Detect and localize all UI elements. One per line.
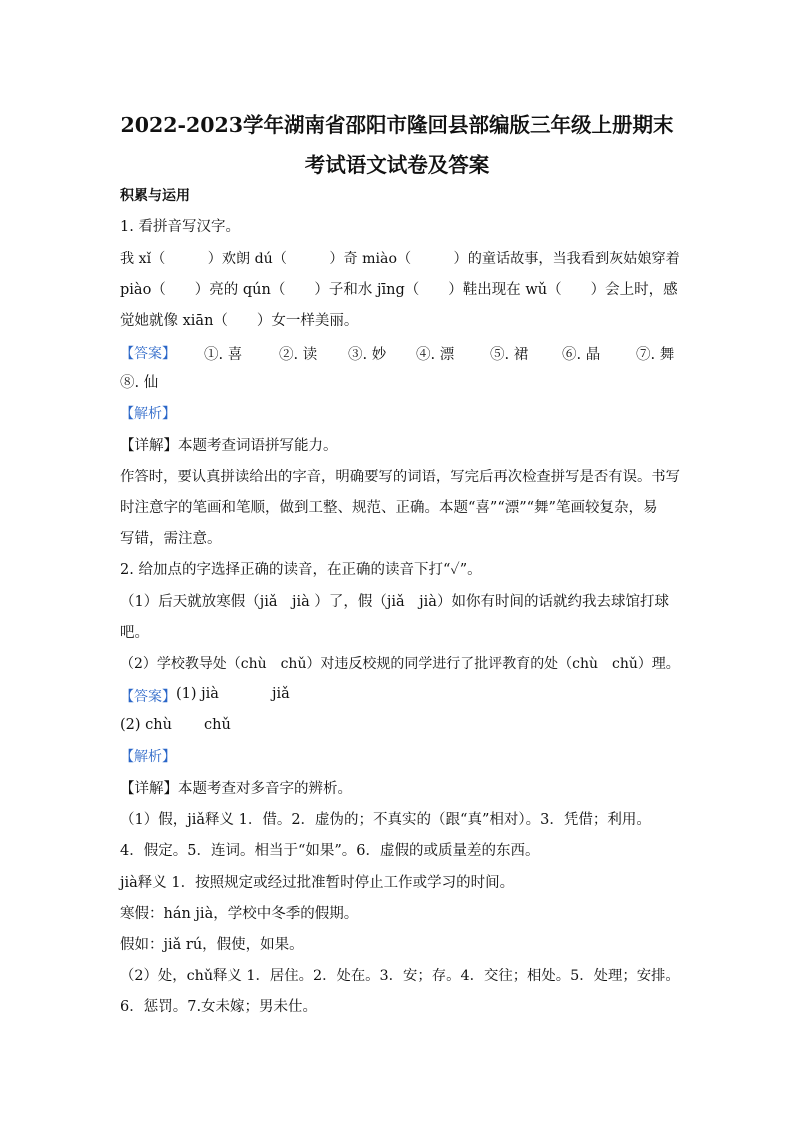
q2-explain-line-5: 假如：jiǎ rú，假使，如果。 <box>120 937 304 953</box>
q1-detail <box>120 437 338 455</box>
q2-answer-2-first: (2) chù <box>120 717 172 733</box>
q2-detail <box>120 780 352 798</box>
q2-answer-1-second: jiǎ <box>272 686 290 702</box>
q2-detail-label: 【详解】 <box>120 781 178 797</box>
q1-answer-label: 【答案】 <box>120 346 176 362</box>
q1-answer-2: ②. 读 <box>279 347 318 363</box>
q1-answer-5: ⑤. 裙 <box>490 347 529 363</box>
q1-answer-4: ④. 漂 <box>416 347 455 363</box>
q1-answer-row <box>120 343 680 361</box>
q1-text-line-3: 觉她就像 xiān（ ）女一样美丽。 <box>120 313 359 329</box>
q2-item-1-line-1: （1）后天就放寒假（jiǎ jià ）了，假（jiǎ jià）如你有时间的话就约我去球馆打球 <box>120 594 669 610</box>
q2-analysis-label: 【解析】 <box>120 749 176 765</box>
q2-explain-line-4: 寒假：hán jià，学校中冬季的假期。 <box>120 906 359 922</box>
q1-detail-label: 【详解】 <box>120 438 178 454</box>
q2-item-1-line-2: 吧。 <box>120 625 149 641</box>
section-heading: 积累与运用 <box>120 188 190 204</box>
q1-detail-text: 本题考查词语拼写能力。 <box>178 438 338 454</box>
q1-analysis-label: 【解析】 <box>120 406 176 422</box>
q2-answer-1-first: (1) jià <box>176 686 219 702</box>
q1-explain-line-3: 写错，需注意。 <box>120 531 222 547</box>
q2-stem: 2. 给加点的字选择正确的读音，在正确的读音下打“✓”。 <box>120 562 482 578</box>
q1-answer-8: ⑧. 仙 <box>120 375 159 391</box>
document-title-line-2: 考试语文试卷及答案 <box>304 153 490 177</box>
q1-stem: 1. 看拼音写汉字。 <box>120 219 240 235</box>
document-title-line-1: 2022-2023学年湖南省邵阳市隆回县部编版三年级上册期末 <box>120 113 674 137</box>
q2-explain-line-7: 6．惩罚。7.女未嫁；男未仕。 <box>120 999 318 1015</box>
q1-text-line-1: 我 xǐ（ ）欢朗 dú（ ）奇 miào（ ）的童话故事，当我看到灰姑娘穿着 <box>120 251 680 267</box>
q2-answer-2-second: chǔ <box>204 717 231 733</box>
q2-answer-label: 【答案】 <box>120 689 176 705</box>
q2-answer-row-1 <box>120 686 680 704</box>
q1-text-line-2: piào（ ）亮的 qún（ ）子和水 jīng（ ）鞋出现在 wǔ（ ）会上时，感 <box>120 282 678 298</box>
q1-answer-3: ③. 妙 <box>348 347 387 363</box>
q2-explain-line-2: 4．假定。5．连词。相当于“如果”。6．虚假的或质量差的东西。 <box>120 843 540 859</box>
q2-answer-row-2 <box>120 717 680 735</box>
q1-explain-line-1: 作答时，要认真拼读给出的字音，明确要写的词语，写完后再次检查拼写是否有误。书写 <box>120 469 681 485</box>
q1-answer-1: ①. 喜 <box>204 347 243 363</box>
q2-item-2: （2）学校教导处（chù chǔ）对违反校规的同学进行了批评教育的处（chù chǔ）理。 <box>120 656 680 672</box>
q1-answer-7: ⑦. 舞 <box>636 347 675 363</box>
q2-detail-text: 本题考查对多音字的辨析。 <box>178 781 352 797</box>
q2-explain-line-1: （1）假，jiǎ释义 1．借。2．虚伪的；不真实的（跟“真”相对）。3．凭借；利用。 <box>120 812 651 828</box>
q1-answer-6: ⑥. 晶 <box>562 347 601 363</box>
q2-explain-line-6: （2）处，chǔ释义 1．居住。2．处在。3．安；存。4．交往；相处。5．处理；安排。 <box>120 968 680 984</box>
q1-explain-line-2: 时注意字的笔画和笔顺，做到工整、规范、正确。本题“喜”“漂”“舞”笔画较复杂，易 <box>120 500 658 516</box>
q2-explain-line-3: jià释义 1．按照规定或经过批准暂时停止工作或学习的时间。 <box>120 875 515 891</box>
